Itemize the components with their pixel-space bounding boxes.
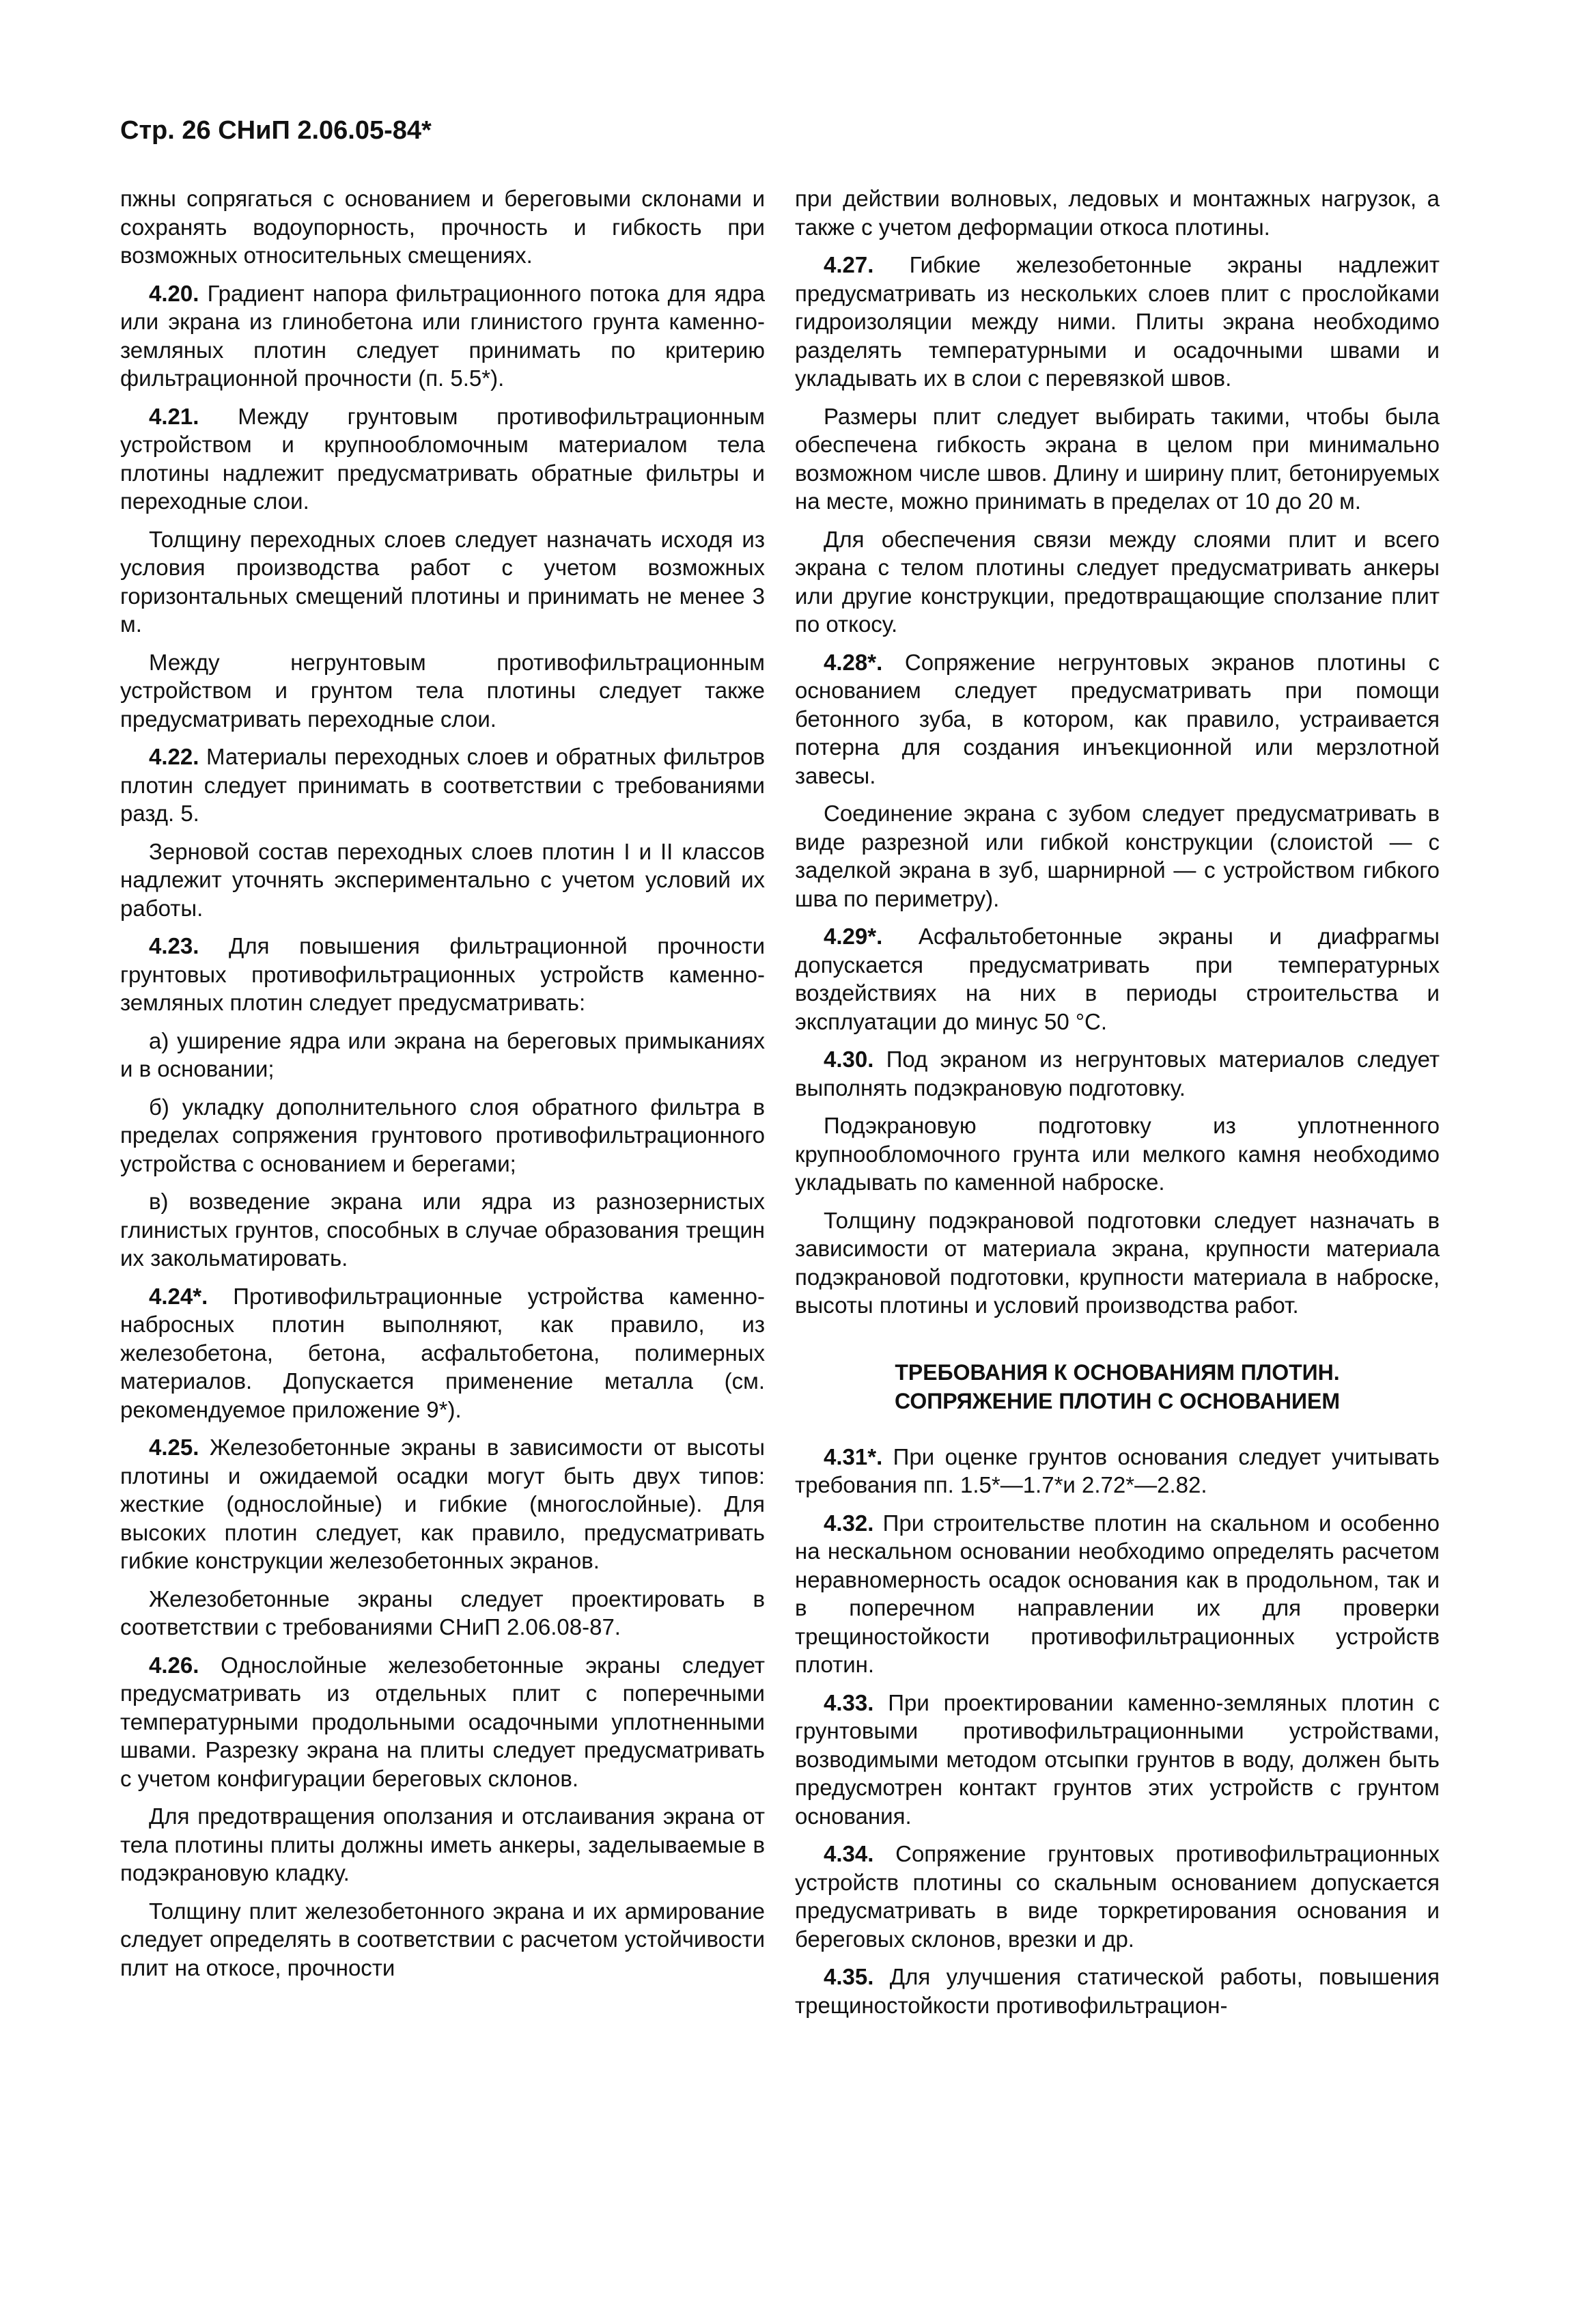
paragraph-text: При оценке грунтов основания следует учитывать требования пп. 1.5*—1.7*и 2.72*—2.82.	[795, 1443, 1440, 1497]
paragraph-text: Между грунтовым противофильтрационным устройством и крупнообломочным материалом тела плотины надлежит предусматривать обратные фильтры и переходные слои.	[120, 403, 765, 514]
clause-number: 4.31*.	[824, 1443, 883, 1469]
paragraph	[795, 1111, 1440, 1197]
paragraph	[795, 1509, 1440, 1679]
paragraph	[795, 1045, 1440, 1102]
paragraph-text: Между негрунтовым противофильтрационным устройством и грунтом тела плотины следует также предусматривать переходные слои.	[120, 649, 765, 732]
clause-number: 4.35.	[824, 1964, 874, 1989]
clause-number: 4.23.	[149, 933, 199, 958]
paragraph	[795, 1840, 1440, 1953]
paragraph-text: пжны сопрягаться с основанием и береговыми склонами и сохранять водоупорность, прочность и гибкость при возможных относительных смещениях.	[120, 186, 765, 268]
paragraph	[120, 1802, 765, 1887]
paragraph-text: Градиент напора фильтрационного потока для ядра или экрана из глинобетона или глинистого грунта каменно-земляных плотин следует принимать по критерию фильтрационной прочности (п. 5.5*).	[120, 280, 765, 391]
paragraph	[120, 525, 765, 639]
paragraph	[120, 932, 765, 1017]
paragraph	[120, 1282, 765, 1424]
paragraph-text: Асфальтобетонные экраны и диафрагмы допускается предусматривать при температурных воздействиях на них в периоды строительства и эксплуатации до минус 50 °С.	[795, 924, 1440, 1034]
paragraph	[795, 525, 1440, 639]
paragraph	[795, 1963, 1440, 2019]
paragraph-text: Зерновой состав переходных слоев плотин I и II классов надлежит уточнять экспериментально с учетом условий их работы.	[120, 838, 765, 921]
clause-number: 4.26.	[149, 1652, 199, 1678]
paragraph-text: Гибкие железобетонные экраны надлежит предусматривать из нескольких слоев плит с прослойками гидроизоляции между ними. Плиты экрана необходимо разделять температурными и осадочными швами и укладывать их в слои с перевязкой швов.	[795, 252, 1440, 391]
paragraph-text: а) уширение ядра или экрана на береговых примыканиях и в основании;	[120, 1027, 765, 1081]
clause-number: 4.24*.	[149, 1283, 208, 1309]
clause-number: 4.29*.	[824, 924, 883, 949]
clause-number: 4.33.	[824, 1689, 874, 1715]
paragraph-text: При проектировании каменно-земляных плотин с грунтовыми противофильтрационными устройствами, возводимыми методом отсыпки грунтов в воду, должен быть предусмотрен контакт грунтов этих устройств с грунтом основания.	[795, 1689, 1440, 1829]
clause-number: 4.28*.	[824, 649, 883, 675]
paragraph-text: Под экраном из негрунтовых материалов следует выполнять подэкрановую подготовку.	[795, 1047, 1440, 1101]
paragraph	[120, 838, 765, 923]
paragraph-text: б) укладку дополнительного слоя обратного фильтра в пределах сопряжения грунтового противофильтрационного устройства с основанием и берегами;	[120, 1094, 765, 1176]
list-item	[120, 1027, 765, 1083]
paragraph	[795, 799, 1440, 913]
paragraph	[795, 184, 1440, 241]
paragraph-text: Сопряжение грунтовых противофильтрационных устройств плотины со скальным основанием допускается предусматривать в виде торкретирования основания и береговых склонов, врезки и др.	[795, 1841, 1440, 1952]
clause-number: 4.22.	[149, 744, 199, 769]
clause-number: 4.25.	[149, 1435, 199, 1460]
section-heading	[795, 1358, 1440, 1415]
paragraph-text: Толщину плит железобетонного экрана и их армирование следует определять в соответствии с расчетом устойчивости плит на откосе, прочности	[120, 1898, 765, 1980]
section-heading-line: ТРЕБОВАНИЯ К ОСНОВАНИЯМ ПЛОТИН.	[895, 1359, 1340, 1385]
paragraph-text: при действии волновых, ледовых и монтажных нагрузок, а также с учетом деформации откоса плотины.	[795, 186, 1440, 240]
clause-number: 4.34.	[824, 1841, 874, 1866]
paragraph-text: Железобетонные экраны в зависимости от высоты плотины и ожидаемой осадки могут быть двух типов: жесткие (однослойные) и гибкие (многослойные). Для высоких плотин следует, как правило, предусматривать гибкие конструкции железобетонных экранов.	[120, 1435, 765, 1573]
right-column	[795, 184, 1440, 2019]
paragraph-text: Однослойные железобетонные экраны следует предусматривать из отдельных плит с поперечными температурными продольными осадочными уплотненными швами. Разрезку экрана на плиты следует предусматривать с учетом конфигурации береговых склонов.	[120, 1652, 765, 1791]
list-item	[120, 1187, 765, 1273]
clause-number: 4.32.	[824, 1510, 874, 1536]
paragraph-text: Толщину переходных слоев следует назначать исходя из условия производства работ с учетом возможных горизонтальных смещений плотины и принимать не менее 3 м.	[120, 526, 765, 637]
paragraph-text: Соединение экрана с зубом следует предусматривать в виде разрезной или гибкой конструкции (слоистой — с заделкой экрана в зуб, шарнирной — с устройством гибкого шва по периметру).	[795, 801, 1440, 911]
paragraph	[795, 922, 1440, 1036]
paragraph	[795, 1443, 1440, 1499]
paragraph-text: Сопряжение негрунтовых экранов плотины с основанием следует предусматривать при помощи бетонного зуба, в котором, как правило, устраивается потерна для создания инъекционной или мерзлотной завесы.	[795, 649, 1440, 788]
paragraph	[120, 402, 765, 516]
clause-number: 4.21.	[149, 403, 199, 429]
paragraph	[120, 1651, 765, 1793]
paragraph-text: Железобетонные экраны следует проектировать в соответствии с требованиями СНиП 2.06.08-87.	[120, 1586, 765, 1640]
paragraph	[120, 1433, 765, 1575]
paragraph	[795, 251, 1440, 393]
paragraph-text: в) возведение экрана или ядра из разнозернистых глинистых грунтов, способных в случае образования трещин их закольматировать.	[120, 1189, 765, 1271]
paragraph	[795, 402, 1440, 516]
paragraph	[120, 1585, 765, 1642]
paragraph	[795, 1689, 1440, 1831]
paragraph	[120, 184, 765, 270]
paragraph	[120, 648, 765, 734]
paragraph	[795, 1206, 1440, 1320]
page-header: Стр. 26 СНиП 2.06.05-84*	[120, 116, 432, 145]
paragraph-text: Размеры плит следует выбирать такими, чтобы была обеспечена гибкость экрана в целом при минимально возможном числе швов. Длину и ширину плит, бетонируемых на месте, можно принимать в пределах от 10 до 20 м.	[795, 403, 1440, 514]
clause-number: 4.30.	[824, 1047, 874, 1072]
paragraph-text: Материалы переходных слоев и обратных фильтров плотин следует принимать в соответствии с требованиями разд. 5.	[120, 744, 765, 826]
paragraph-text: Для улучшения статической работы, повышения трещиностойкости противофильтрацион-	[795, 1964, 1440, 2018]
list-item	[120, 1093, 765, 1178]
left-column	[120, 184, 765, 1982]
section-heading-line: СОПРЯЖЕНИЕ ПЛОТИН С ОСНОВАНИЕМ	[895, 1388, 1340, 1413]
clause-number: 4.27.	[824, 252, 874, 277]
paragraph	[795, 648, 1440, 790]
paragraph	[120, 279, 765, 393]
paragraph-text: При строительстве плотин на скальном и особенно на нескальном основании необходимо определять расчетом неравномерность осадок основания как в продольном, так и в поперечном направлении их для проверки трещиностойкости противофильтрационных устройств плотин.	[795, 1510, 1440, 1677]
paragraph-text: Для повышения фильтрационной прочности грунтовых противофильтрационных устройств каменно-земляных плотин следует предусматривать:	[120, 933, 765, 1015]
paragraph-text: Для обеспечения связи между слоями плит и всего экрана с телом плотины следует предусматривать анкеры или другие конструкции, предотвращающие сползание плит по откосу.	[795, 526, 1440, 637]
paragraph-text: Подэкрановую подготовку из уплотненного крупнообломочного грунта или мелкого камня необходимо укладывать по каменной наброске.	[795, 1113, 1440, 1195]
paragraph-text: Толщину подэкрановой подготовки следует назначать в зависимости от материала экрана, крупности материала подэкрановой подготовки, крупности материала в наброске, высоты плотины и условий производства работ.	[795, 1207, 1440, 1318]
paragraph-text: Для предотвращения оползания и отслаивания экрана от тела плотины плиты должны иметь анкеры, заделываемые в подэкрановую кладку.	[120, 1803, 765, 1885]
paragraph	[120, 1897, 765, 1982]
paragraph-text: Противофильтрационные устройства каменно-набросных плотин выполняют, как правило, из железобетона, бетона, асфальтобетона, полимерных материалов. Допускается применение металла (см. рекомендуемое приложение 9*).	[120, 1283, 765, 1422]
clause-number: 4.20.	[149, 280, 199, 306]
paragraph	[120, 743, 765, 828]
